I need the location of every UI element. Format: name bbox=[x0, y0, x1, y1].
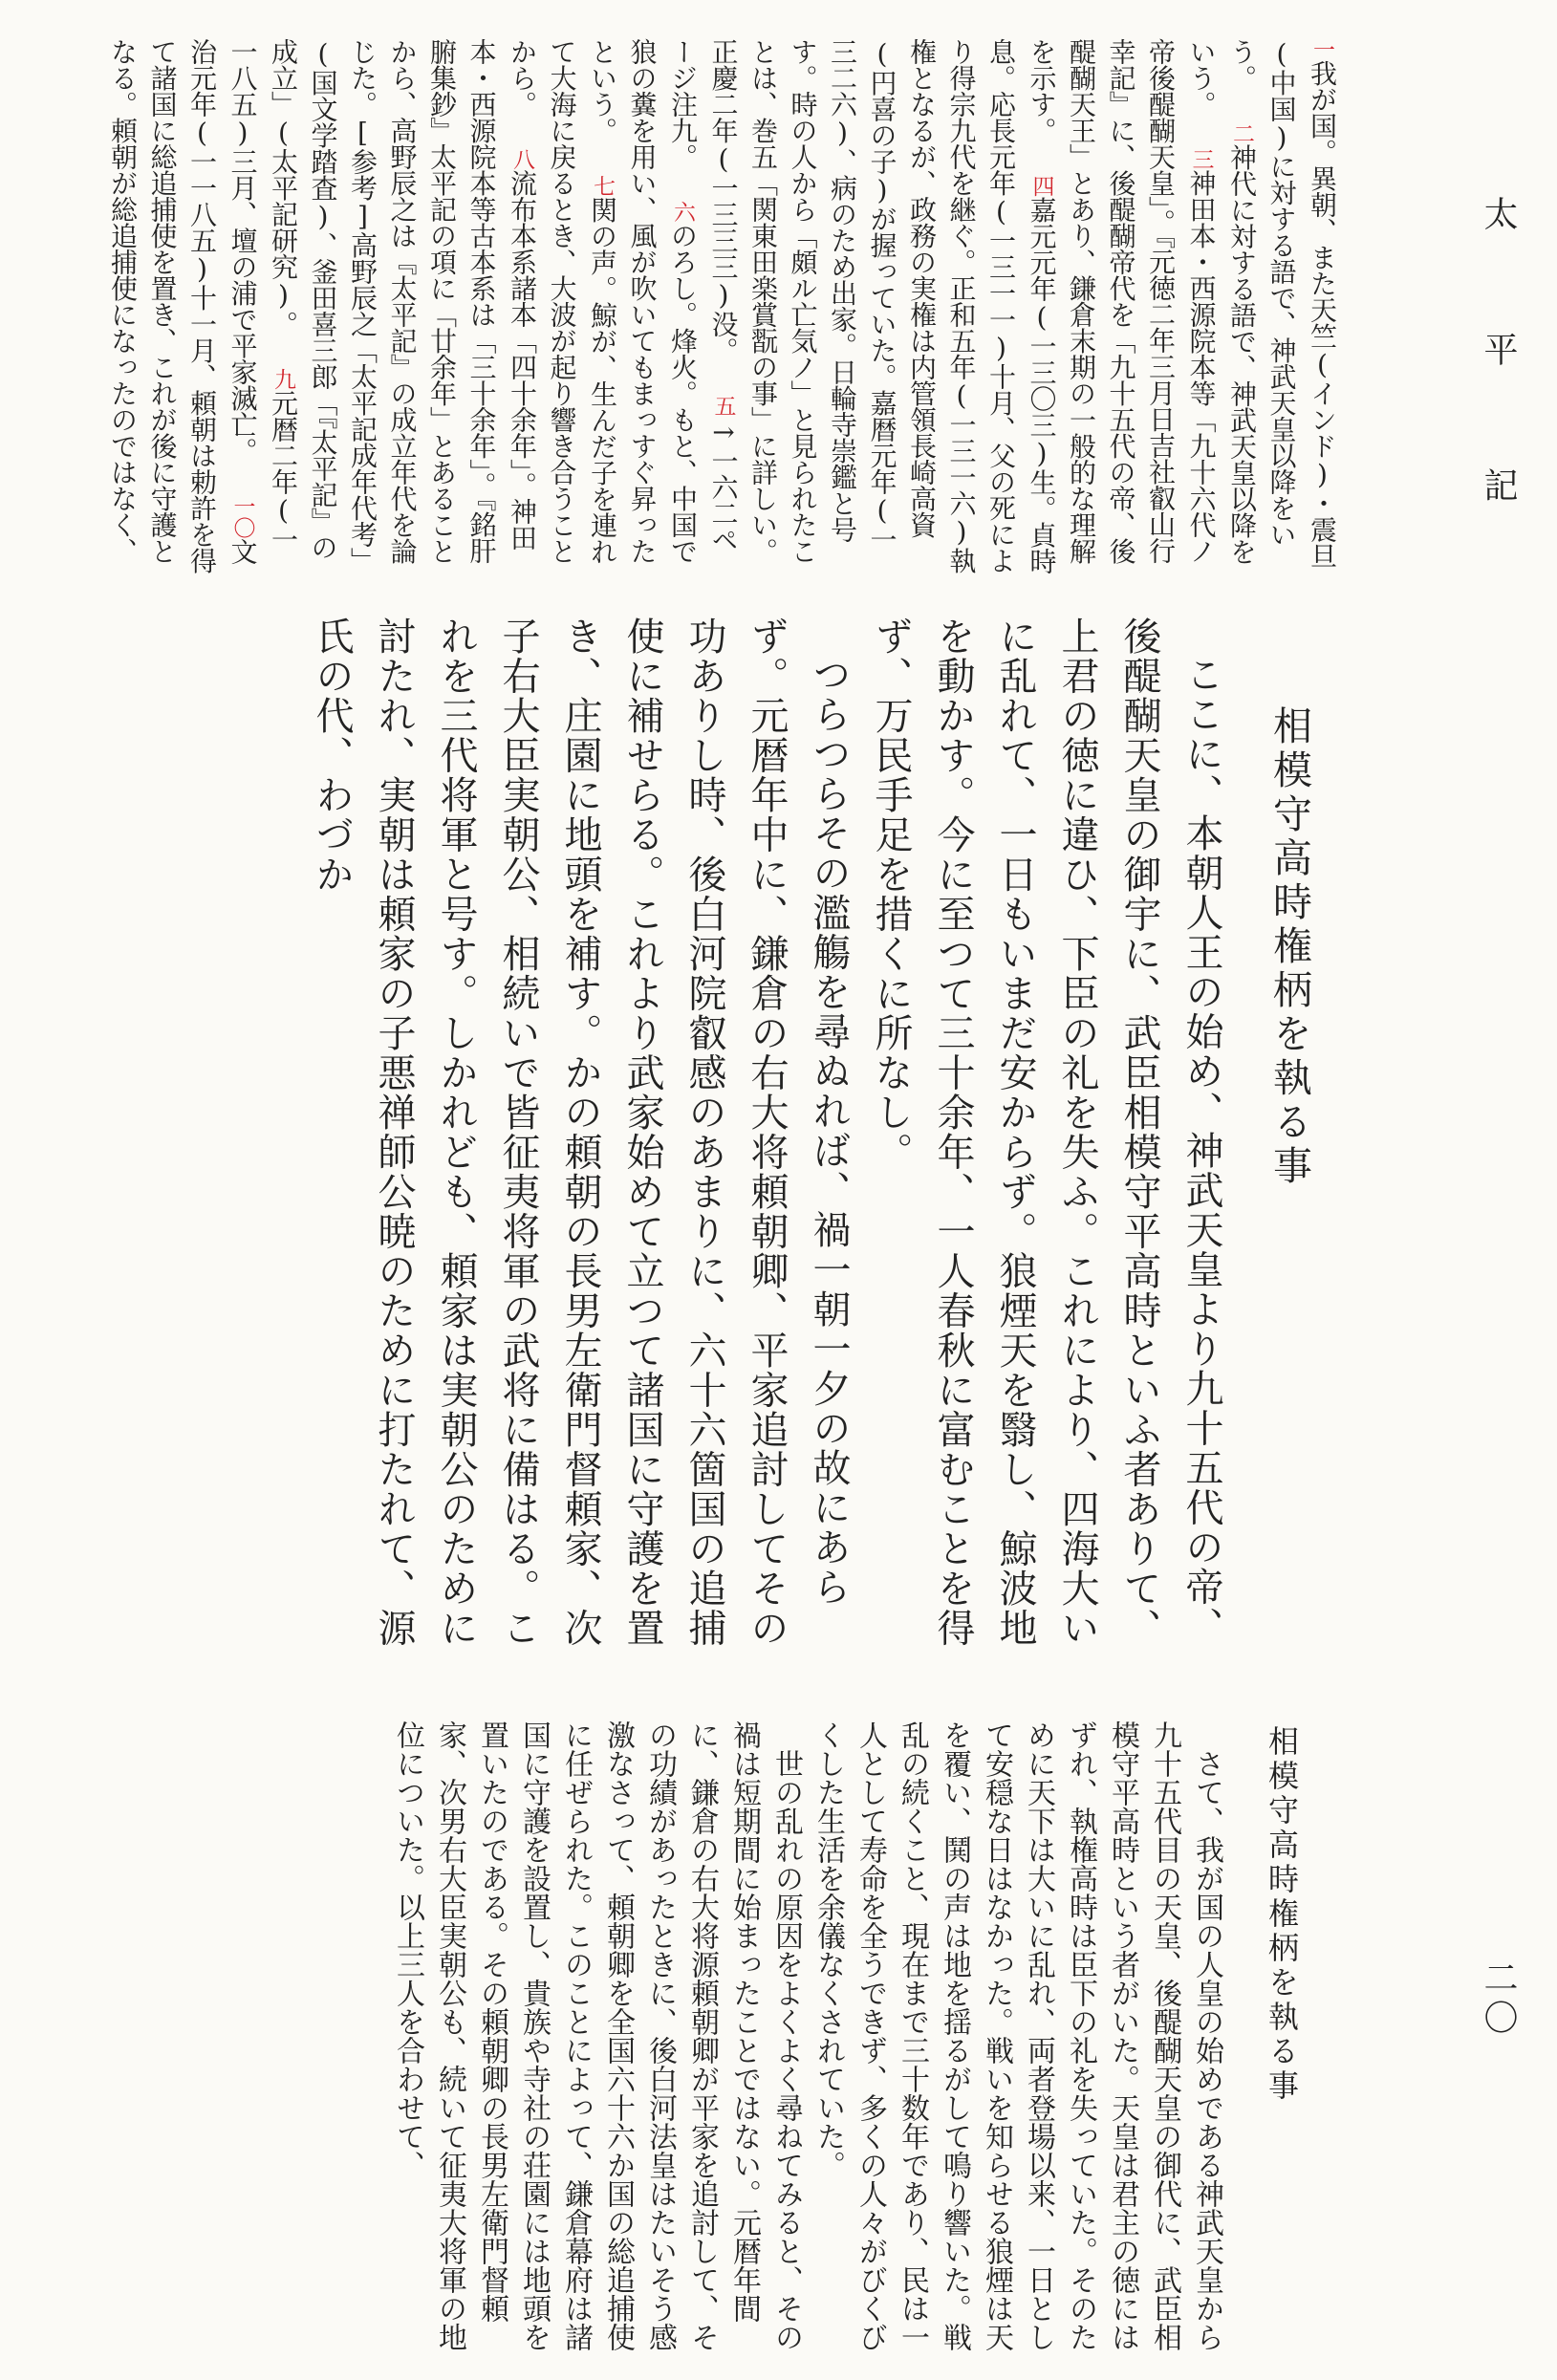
note-text: 関の声。鯨が、生んだ子を連れて大海に戻るとき、大波が起り響き合うことから。 bbox=[507, 38, 618, 564]
section-heading: 相模守高時権柄を執る事 bbox=[1266, 705, 1312, 1189]
note-text: 流布本系諸本「四十余年」。神田本・西源院本等古本系は「三十余年」。『銘肝腑集鈔』太平記の項に「廿余年」とあることから、高野辰之は『太平記』の成立年代を論じた。[参考]高野辰之「太平記成年代考」(国文学踏査)、釜田喜三郎「『太平記』の成立」(太平記研究)。 bbox=[268, 38, 538, 573]
translation-paragraph: 世の乱れの原因をよくよく尋ねてみると、その禍は短期間に始まったことではない。元暦年間に、鎌倉の右大将源頼朝卿が平家を追討して、その功績があったときに、後白河法皇はたいそう感激なさって、頼朝卿を全国六十六か国の総追捕使に任ぜられた。このことによって、鎌倉幕府は諸国に守護を設置し、貴族や寺社の荘園には地頭を置いたのである。その頼朝卿の長男左衛門督頼家、次男右大臣実朝公も、続いて征夷大将軍の地位についた。以上三人を合わせて、 bbox=[391, 1720, 803, 2351]
note-text: 我が国。異朝、また天竺(インド)・震旦(中国)に対する語で、神武天皇以降をいう。 bbox=[1226, 38, 1338, 569]
note-marker: 二 bbox=[1229, 121, 1254, 143]
note-text: 神田本・西源院本等「九十六代ノ帝後醍醐天皇」。『元徳二年三月日吉社叡山行幸記』に、後醍醐帝代を「九十五代の帝、後醍醐天王」とあり、鎌倉末期の一般的な理解を示す。 bbox=[1026, 38, 1218, 564]
note-marker: 三 bbox=[1188, 148, 1214, 170]
page-number: 二〇 bbox=[1479, 1959, 1518, 2040]
note-text: 元暦二年(一一八五)三月、壇の浦で平家滅亡。 bbox=[227, 38, 299, 552]
note-4 bbox=[708, 38, 1058, 573]
translation-text bbox=[32, 1720, 1227, 2361]
note-marker: 一〇 bbox=[229, 494, 255, 538]
note-text: →一六二ページ注九。 bbox=[667, 38, 740, 552]
main-paragraph: ここに、本朝人王の始め、神武天皇より九十五代の帝、後醍醐天皇の御宇に、武臣相模守平高時といふ者ありて、上君の徳に違ひ、下臣の礼を失ふ。これにより、四海大いに乱れて、一日もいまだ安からず。狼煙天を翳し、鯨波地を動かす。今に至つて三十余年、一人春秋に富むことを得ず、万民手足を措くに所なし。 bbox=[869, 617, 1223, 1648]
translation-heading: 相模守高時権柄を執る事 bbox=[1264, 1725, 1300, 2104]
note-marker: 四 bbox=[1028, 174, 1054, 196]
note-marker: 五 bbox=[710, 394, 736, 416]
main-paragraph: つらつらその濫觴を尋ぬれば、禍一朝一夕の故にあらず。元暦年中に、鎌倉の右大将頼朝卿、平家追討してその功ありし時、後白河院叡感のあまりに、六十六箇国の追捕使に補せらる。これより武家始めて立つて諸国に守護を置き、庄園に地頭を補す。かの頼朝の長男左衛門督頼家、次子右大臣実朝公、相続いで皆征夷将軍の武将に備はる。これを三代将軍と号す。しかれども、頼家は実朝公のために討たれ、実朝は頼家の子悪禅師公暁のために打たれて、源氏の代、わづか bbox=[310, 617, 851, 1648]
running-head: 太平記 bbox=[1479, 196, 1518, 502]
note-marker: 八 bbox=[509, 148, 534, 170]
note-marker: 七 bbox=[590, 174, 615, 196]
note-text: 嘉元元年(一三〇三)生。貞時息。応長元年(一三一一)十月、父の死により得宗九代を継ぐ。正和五年(一三一六)執権となるが、政務の実権は内管領長崎高資(円喜の子)が握っていた。嘉暦元年(一三二六)、病のため出家。日輪寺崇鑑と号す。時の人から「頗ル亡気ノ」と見られたことは、巻五「関東田楽賞翫の事」に詳しい。正慶二年(一三三三)没。 bbox=[707, 38, 1058, 573]
note-marker: 九 bbox=[270, 368, 295, 390]
main-text bbox=[32, 617, 1232, 1658]
headnotes bbox=[32, 38, 1342, 573]
note-text: 文治元年(一一八五)十一月、頼朝は勅許を得て諸国に総追捕使を置き、これが後に守護となる。頼朝が総追捕使になったのではなく、 bbox=[107, 38, 259, 573]
note-marker: 一 bbox=[1309, 38, 1334, 60]
note-text: 神代に対する語で、神武天皇以降をいう。 bbox=[1185, 38, 1258, 564]
note-marker: 六 bbox=[670, 201, 695, 223]
note-text: のろし。烽火。もと、中国で狼の糞を用い、風が吹いてもまっすぐ昇ったという。 bbox=[587, 38, 699, 564]
note-8 bbox=[268, 38, 538, 573]
translation-paragraph: さて、我が国の人皇の始めである神武天皇から九十五代目の天皇、後醍醐天皇の御代に、武臣相模守平高時という者がいた。天皇は君主の徳にはずれ、執権高時は臣下の礼を失っていた。そのために天下は大いに乱れ、両者登場以来、一日として安穏な日はなかった。戦いを知らせる狼煙は天を覆い、鬨の声は地を揺るがして鳴り響いた。戦乱の続くこと、現在まで三十数年であり、民は一人として寿命を全うできず、多くの人々がびくびくした生活を余儀なくされていた。 bbox=[811, 1720, 1223, 2351]
